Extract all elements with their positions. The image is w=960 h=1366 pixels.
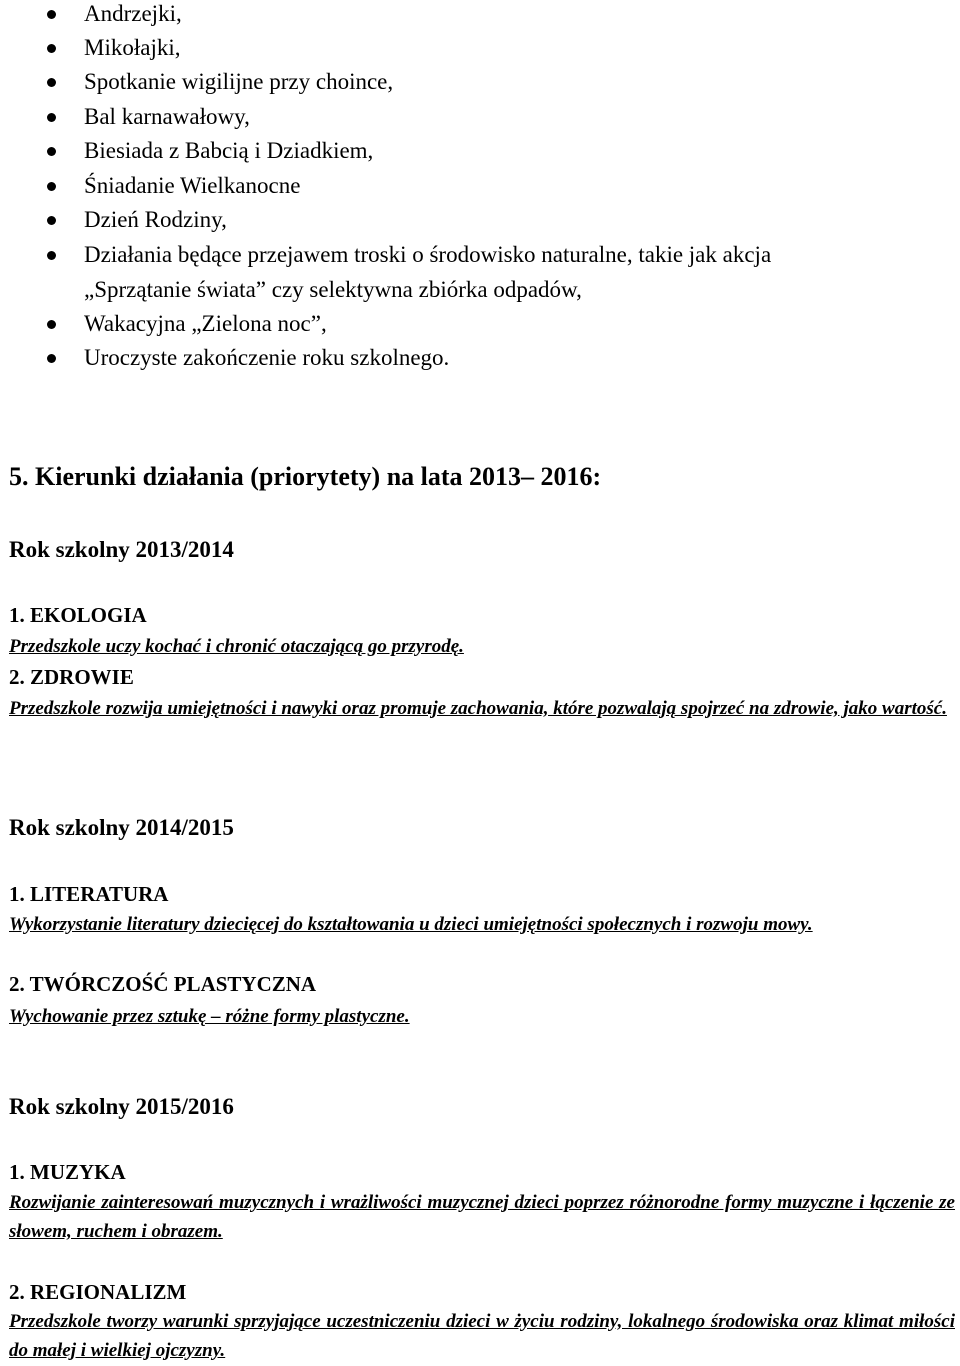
list-item-text: Biesiada z Babcią i Dziadkiem, (84, 138, 374, 163)
priority-heading: 1. EKOLOGIA (9, 603, 147, 627)
priority-heading: 1. LITERATURA (9, 882, 169, 906)
school-year-heading: Rok szkolny 2015/2016 (9, 1094, 234, 1119)
priority-heading: 2. REGIONALIZM (9, 1280, 187, 1304)
bullet-icon (47, 354, 56, 363)
bullet-icon (47, 147, 56, 156)
school-year-heading: Rok szkolny 2014/2015 (9, 815, 234, 840)
priority-heading: 1. MUZYKA (9, 1160, 126, 1184)
list-item (84, 137, 373, 165)
list-item-text: Bal karnawałowy, (84, 104, 250, 129)
list-item (84, 206, 227, 234)
list-item-text: Śniadanie Wielkanocne (84, 173, 301, 198)
list-item-text: Andrzejki, (84, 1, 182, 26)
list-item-text: Uroczyste zakończenie roku szkolnego. (84, 345, 450, 370)
list-item-text: Dzień Rodziny, (84, 207, 227, 232)
bullet-icon (47, 44, 56, 53)
bullet-icon (47, 320, 56, 329)
bullet-icon (47, 182, 56, 191)
list-item-text: „Sprzątanie świata” czy selektywna zbiórka odpadów, (84, 277, 582, 302)
school-year-heading: Rok szkolny 2013/2014 (9, 537, 234, 562)
bullet-icon (47, 251, 56, 260)
list-item-text: Mikołajki, (84, 35, 181, 60)
priority-description: Przedszkole tworzy warunki sprzyjające uczestniczeniu dzieci w życiu rodziny, lokalnego środowiska oraz klimat miłości do małej i wielkiej ojczyzny. (9, 1311, 955, 1361)
priority-heading: 2. TWÓRCZOŚĆ PLASTYCZNA (9, 972, 317, 996)
list-item-text: Działania będące przejawem troski o środowisko naturalne, takie jak akcja (84, 242, 772, 267)
bullet-icon (47, 10, 56, 19)
list-item-text: Spotkanie wigilijne przy choince, (84, 69, 394, 94)
priority-description: Wychowanie przez sztukę – różne formy plastyczne. (9, 1006, 410, 1027)
priority-description: Rozwijanie zainteresowań muzycznych i wrażliwości muzycznej dzieci poprzez różnorodne formy muzyczne i łączenie ze słowem, ruchem i obrazem. (9, 1192, 955, 1242)
list-item (84, 344, 449, 372)
priority-heading: 2. ZDROWIE (9, 665, 134, 689)
list-item-text: Wakacyjna „Zielona noc”, (84, 311, 327, 336)
section-heading: 5. Kierunki działania (priorytety) na lata 2013– 2016: (9, 462, 602, 491)
list-item (84, 68, 393, 96)
bullet-icon (47, 216, 56, 225)
list-item (84, 310, 327, 338)
bullet-icon (47, 113, 56, 122)
list-item (84, 0, 182, 28)
list-item (84, 34, 180, 62)
priority-description: Przedszkole rozwija umiejętności i nawyki oraz promuje zachowania, które pozwalają spojrzeć na zdrowie, jako wartość. (9, 698, 947, 719)
priority-description: Przedszkole uczy kochać i chronić otaczającą go przyrodę. (9, 636, 464, 657)
list-item (84, 103, 250, 131)
bullet-icon (47, 78, 56, 87)
list-item (84, 241, 771, 269)
list-item (84, 172, 300, 200)
list-item-continuation (84, 276, 582, 304)
priority-description: Wykorzystanie literatury dziecięcej do kształtowania u dzieci umiejętności społecznych i rozwoju mowy. (9, 914, 813, 935)
